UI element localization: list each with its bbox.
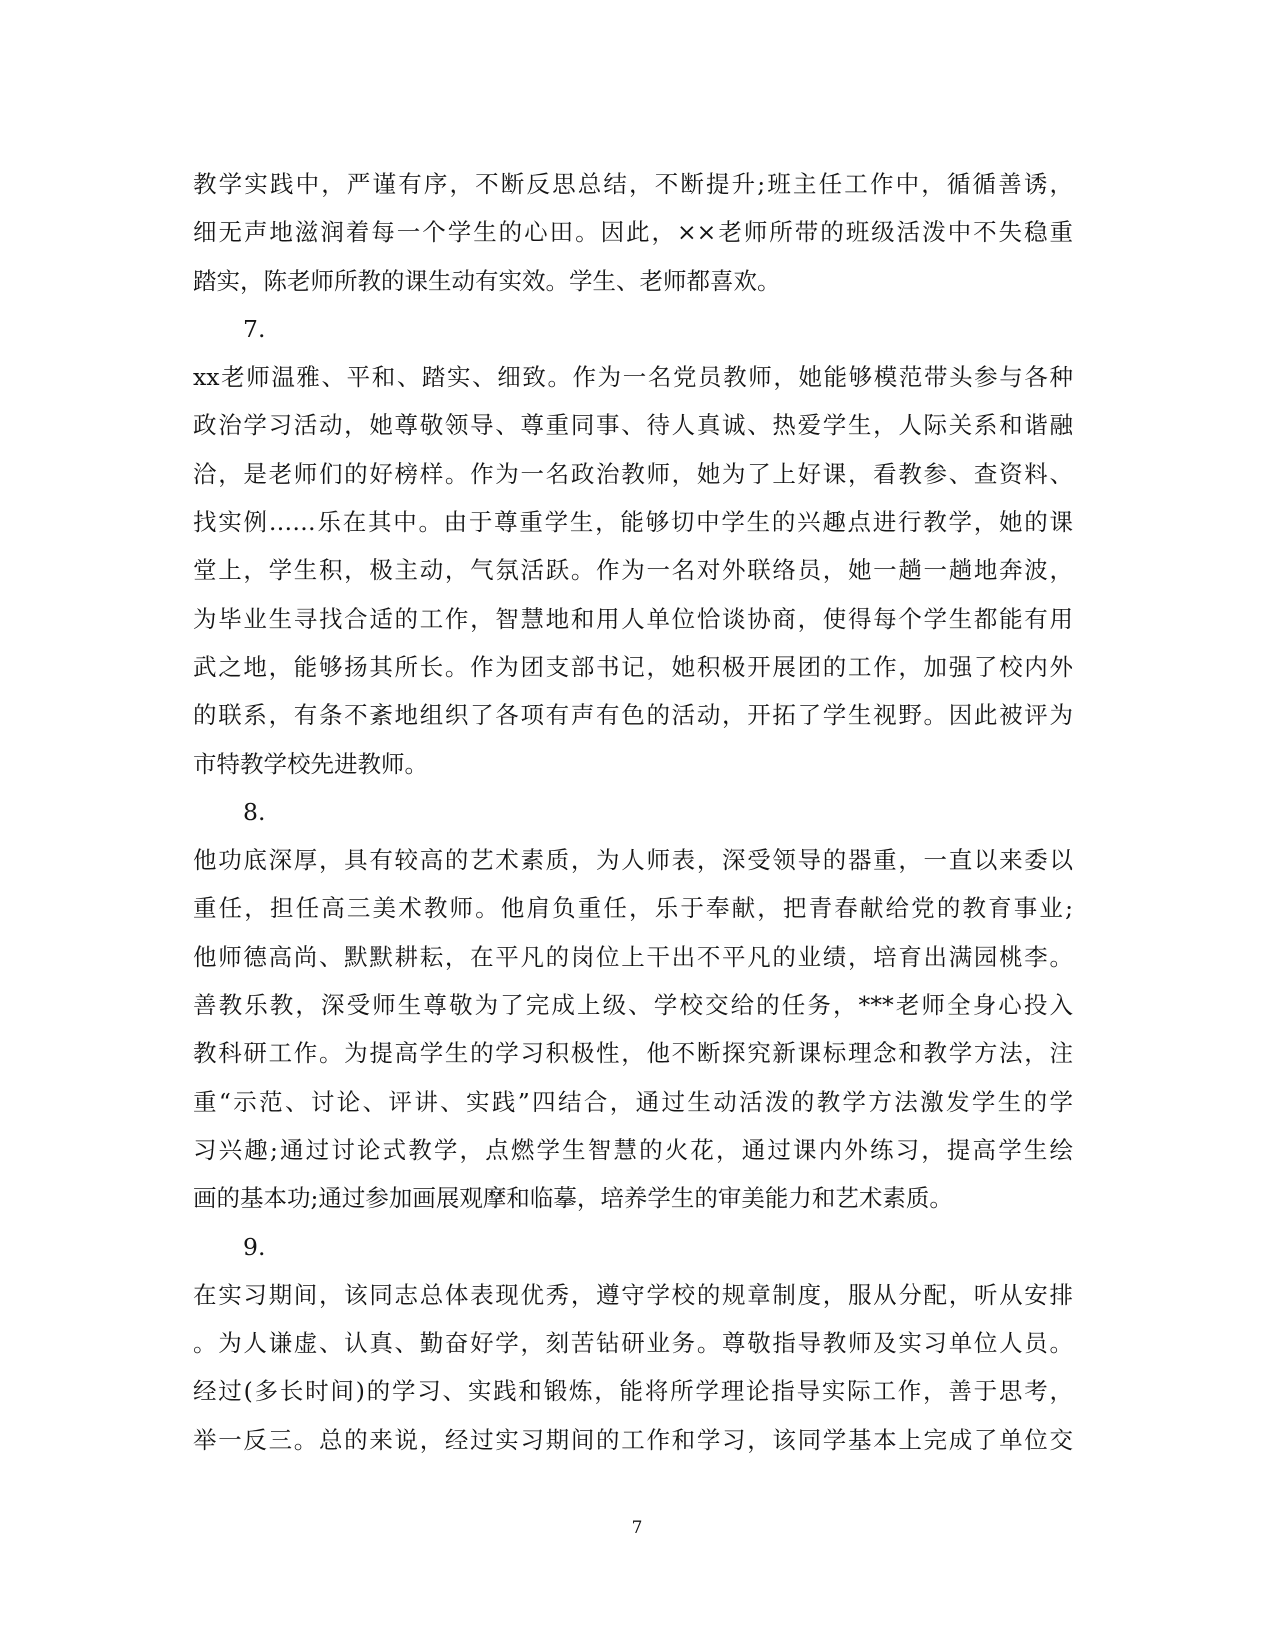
text-line: 堂上，学生积，极主动，气氛活跃。作为一名对外联络员，她一趟一趟地奔波， bbox=[193, 556, 1073, 585]
text-line: 为毕业生寻找合适的工作，智慧地和用人单位恰谈协商，使得每个学生都能有用 bbox=[193, 604, 1073, 633]
text-line: 重“示范、讨论、评讲、实践”四结合，通过生动活泼的教学方法激发学生的学 bbox=[193, 1087, 1073, 1116]
text-line: 习兴趣;通过讨论式教学，点燃学生智慧的火花，通过课内外练习，提高学生绘 bbox=[193, 1135, 1073, 1164]
text-line: 武之地，能够扬其所长。作为团支部书记，她积极开展团的工作，加强了校内外 bbox=[193, 652, 1073, 681]
section-number: 7. bbox=[243, 314, 266, 343]
text-line: 细无声地滋润着每一个学生的心田。因此，××老师所带的班级活泼中不失稳重 bbox=[193, 218, 1073, 247]
text-line: 重任，担任高三美术教师。他肩负重任，乐于奉献，把青春献给党的教育事业; bbox=[193, 894, 1073, 923]
text-line: 举一反三。总的来说，经过实习期间的工作和学习，该同学基本上完成了单位交 bbox=[193, 1425, 1073, 1454]
section-number: 8. bbox=[243, 797, 266, 826]
text-line: 的联系，有条不紊地组织了各项有声有色的活动，开拓了学生视野。因此被评为 bbox=[193, 701, 1073, 730]
body-text bbox=[193, 160, 1073, 1464]
text-line: 他师德高尚、默默耕耘，在平凡的岗位上干出不平凡的业绩，培育出满园桃李。 bbox=[193, 942, 1073, 971]
text-line: 市特教学校先进教师。 bbox=[193, 749, 428, 778]
text-line: 教学实践中，严谨有序，不断反思总结，不断提升;班主任工作中，循循善诱， bbox=[193, 170, 1073, 198]
text-line: 他功底深厚，具有较高的艺术素质，为人师表，深受领导的器重，一直以来委以 bbox=[193, 846, 1073, 875]
text-line: 政治学习活动，她尊敬领导、尊重同事、待人真诚、热爱学生，人际关系和谐融 bbox=[193, 411, 1073, 440]
section-number: 9. bbox=[243, 1232, 266, 1261]
text-line: 教科研工作。为提高学生的学习积极性，他不断探究新课标理念和教学方法，注 bbox=[193, 1039, 1073, 1068]
text-line: xx老师温雅、平和、踏实、细致。作为一名党员教师，她能够模范带头参与各种 bbox=[193, 363, 1073, 392]
text-line: 画的基本功;通过参加画展观摩和临摹，培养学生的审美能力和艺术素质。 bbox=[193, 1184, 953, 1213]
text-line: 。为人谦虚、认真、勤奋好学，刻苦钻研业务。尊敬指导教师及实习单位人员。 bbox=[193, 1329, 1073, 1358]
text-line: 善教乐教，深受师生尊敬为了完成上级、学校交给的任务，***老师全身心投入 bbox=[193, 991, 1073, 1020]
text-line: 找实例……乐在其中。由于尊重学生，能够切中学生的兴趣点进行教学，她的课 bbox=[193, 508, 1073, 537]
text-line: 在实习期间，该同志总体表现优秀，遵守学校的规章制度，服从分配，听从安排 bbox=[193, 1280, 1073, 1309]
page-number: 7 bbox=[631, 1518, 643, 1538]
text-line: 洽，是老师们的好榜样。作为一名政治教师，她为了上好课，看教参、查资料、 bbox=[193, 459, 1073, 488]
text-line: 经过(多长时间)的学习、实践和锻炼，能将所学理论指导实际工作，善于思考， bbox=[193, 1377, 1073, 1406]
text-line: 踏实，陈老师所教的课生动有实效。学生、老师都喜欢。 bbox=[193, 266, 781, 295]
